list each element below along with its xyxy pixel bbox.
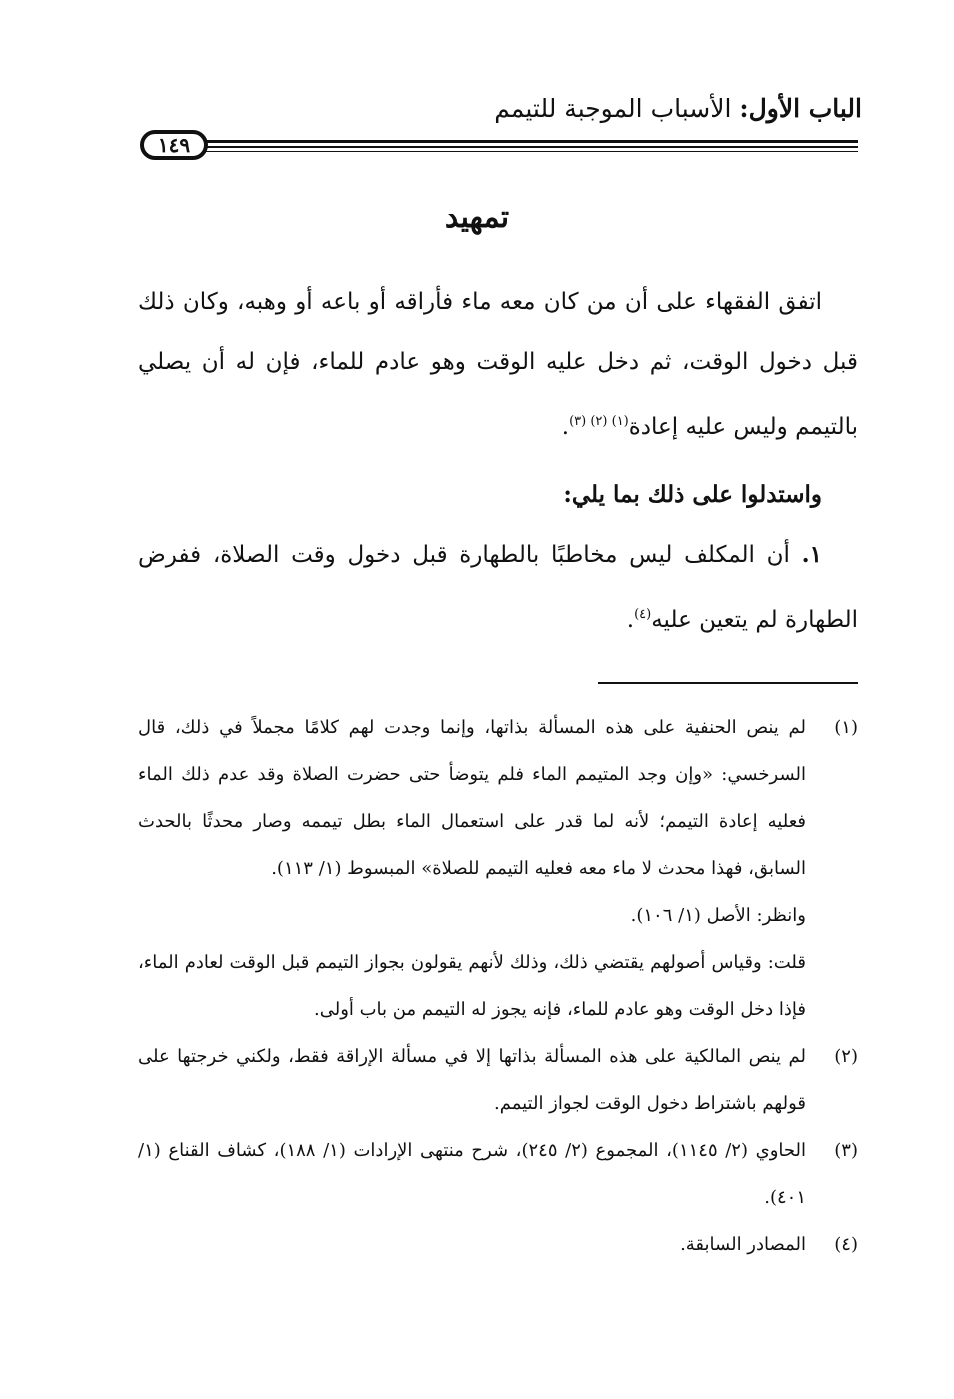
period: . (626, 607, 635, 633)
footnote-number: (٢) (834, 1046, 858, 1067)
chapter-label: الباب الأول: (739, 94, 862, 123)
section-title: تمهيد (444, 200, 510, 235)
footnote (138, 1221, 858, 1268)
subheading: واستدلوا على ذلك بما يلي: (563, 481, 822, 508)
paragraph-text: اتفق الفقهاء على أن من كان معه ماء فأراقه أو باعه أو وهبه، وكان ذلك قبل دخول الوقت، ثم دخل عليه الوقت وهو عادم للماء، فإن له أن يصلي بالتيمم وليس عليه إعادة (138, 289, 858, 440)
header-rule-line (204, 151, 858, 152)
running-header (262, 94, 862, 123)
footnote (138, 704, 858, 1033)
header-rule (140, 128, 858, 162)
footnote-body (138, 1127, 806, 1221)
list-item (138, 525, 858, 650)
item-text: أن المكلف ليس مخاطبًا بالطهارة قبل دخول وقت الصلاة، ففرض الطهارة لم يتعين عليه (138, 542, 858, 633)
period: . (561, 414, 570, 440)
footnote-text: لم ينص الحنفية على هذه المسألة بذاتها، وإنما وجدت لهم كلامًا مجملاً في ذلك، قال السرخسي: «وإن وجد المتيمم الماء فلم يتوضأ حتى حضرت الصلاة وقد عدم ذلك الماء فعليه إعادة التيمم؛ لأنه لما قدر على استعمال الماء بطل تيممه وصار محدثًا بالحدث السابق، فهذا محدث لا ماء معه فعليه التيمم للصلاة» المبسوط (١/ ١١٣). (138, 717, 806, 879)
footnote-number: (٣) (834, 1140, 858, 1161)
footnote-text: الحاوي (٢/ ١١٤٥)، المجموع (٢/ ٢٤٥)، شرح منتهى الإرادات (١/ ١٨٨)، كشاف القناع (١/ ٤٠١). (138, 1140, 806, 1208)
footnote (138, 1127, 858, 1221)
footnote-text: قلت: وقياس أصولهم يقتضي ذلك، وذلك لأنهم يقولون بجواز التيمم قبل الوقت لعادم الماء، فإذا دخل الوقت وهو عادم للماء، فإنه يجوز له التيمم من باب أولى. (138, 952, 806, 1020)
footnote-body (138, 704, 806, 1033)
footnote (138, 1033, 858, 1127)
footnote-number: (١) (834, 717, 858, 738)
footnotes (138, 704, 858, 1268)
footnote-body (138, 1221, 806, 1268)
footnote-ref: (٤) (634, 607, 652, 622)
item-number: ١. (801, 541, 822, 568)
footnote-text: لم ينص المالكية على هذه المسألة بذاتها إلا في مسألة الإراقة فقط، ولكني خرجتها على قولهم باشتراط دخول الوقت لجواز التيمم. (138, 1046, 806, 1114)
footnote-number: (٤) (834, 1234, 858, 1255)
footnote-separator (598, 682, 858, 684)
header-rule-line (204, 146, 858, 148)
footnote-text: وانظر: الأصل (١/ ١٠٦). (630, 905, 806, 926)
paragraph (138, 272, 858, 457)
header-rule-line (204, 140, 858, 143)
page-number: ١٤٩ (140, 130, 208, 160)
chapter-title: الأسباب الموجبة للتيمم (494, 94, 740, 123)
footnote-body (138, 1033, 806, 1127)
footnote-text: المصادر السابقة. (680, 1234, 806, 1255)
footnote-refs: (١) (٢) (٣) (569, 414, 629, 429)
main-text (138, 272, 858, 650)
